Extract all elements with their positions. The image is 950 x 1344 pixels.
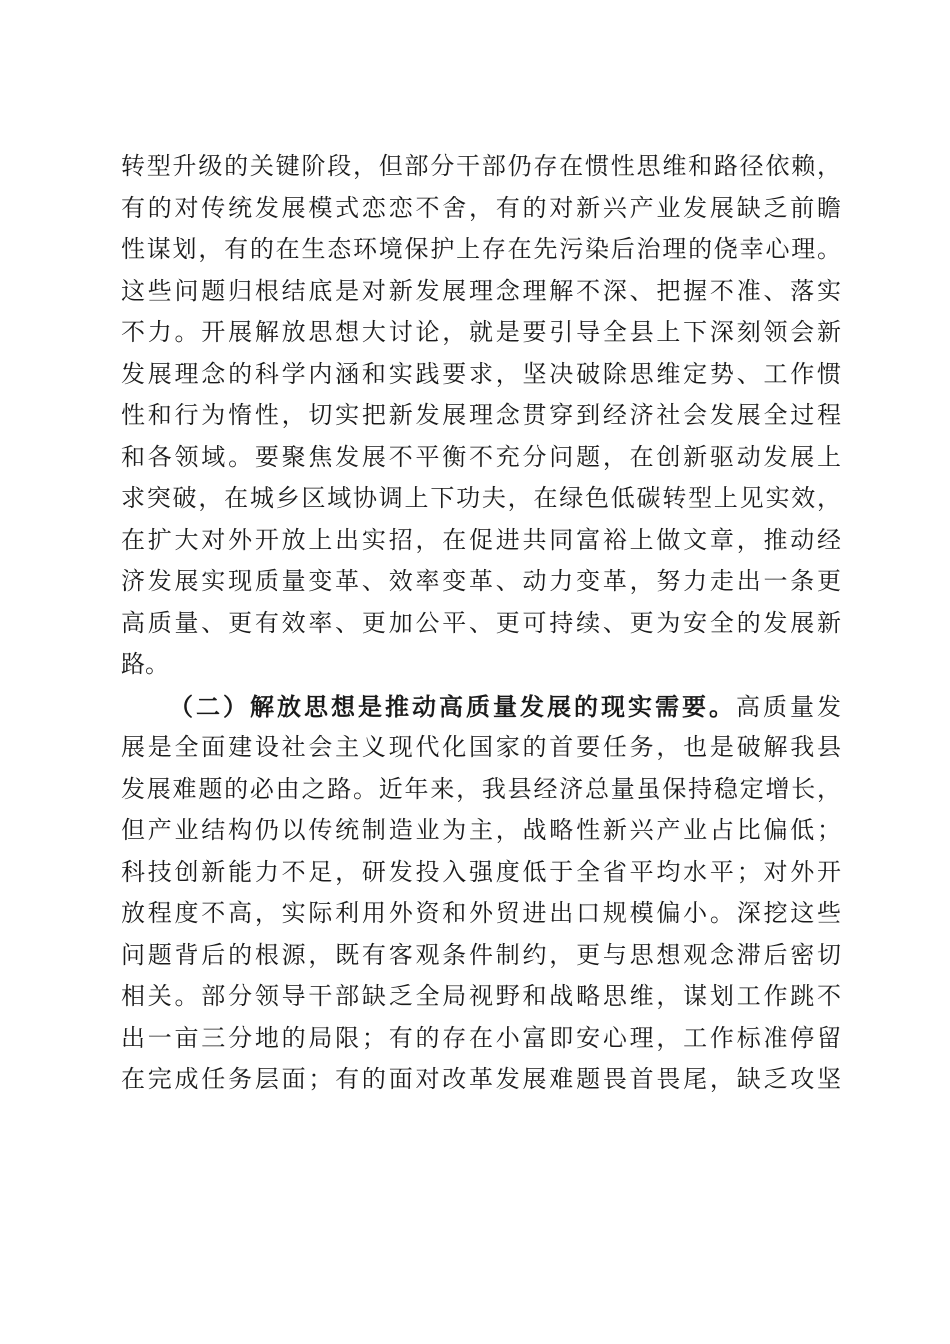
text-line: 科技创新能力不足，研发投入强度低于全省平均水平；对外开 — [121, 857, 841, 886]
text-line: 在扩大对外开放上出实招，在促进共同富裕上做文章，推动经 — [121, 525, 841, 554]
text-line: 求突破，在城乡区域协调上下功夫，在绿色低碳转型上见实效， — [121, 484, 841, 512]
text-line: 发展理念的科学内涵和实践要求，坚决破除思维定势、工作惯 — [121, 359, 841, 388]
paragraph-1 — [121, 146, 841, 686]
text-line: 高质量、更有效率、更加公平、更可持续、更为安全的发展新 — [121, 608, 841, 637]
text-line: 相关。部分领导干部缺乏全局视野和战略思维，谋划工作跳不 — [121, 982, 841, 1010]
text-line: 有的对传统发展模式恋恋不舍，有的对新兴产业发展缺乏前瞻 — [121, 193, 841, 222]
text-line: 性和行为惰性，切实把新发展理念贯穿到经济社会发展全过程 — [121, 401, 841, 429]
text-line: 发展难题的必由之路。近年来，我县经济总量虽保持稳定增长， — [121, 774, 841, 803]
body-text — [121, 146, 841, 1101]
text-line: 但产业结构仍以传统制造业为主，战略性新兴产业占比偏低； — [121, 816, 841, 844]
text-line: 济发展实现质量变革、效率变革、动力变革，努力走出一条更 — [121, 567, 841, 595]
text-line: 路。 — [121, 650, 169, 678]
section-heading: （二）解放思想是推动高质量发展的现实需要。 — [169, 691, 736, 721]
text-line: 问题背后的根源，既有客观条件制约，更与思想观念滞后密切 — [121, 940, 841, 969]
text-fragment: 高质量发 — [736, 692, 841, 721]
text-line: 和各领域。要聚焦发展不平衡不充分问题，在创新驱动发展上 — [121, 442, 841, 471]
text-line: 在完成任务层面；有的面对改革发展难题畏首畏尾，缺乏攻坚 — [121, 1065, 841, 1093]
text-line: 出一亩三分地的局限；有的存在小富即安心理，工作标准停留 — [121, 1023, 841, 1052]
text-line: 不力。开展解放思想大讨论，就是要引导全县上下深刻领会新 — [121, 318, 841, 346]
text-line: 这些问题归根结底是对新发展理念理解不深、把握不准、落实 — [121, 276, 841, 305]
paragraph-2 — [121, 686, 841, 1101]
text-line: 性谋划，有的在生态环境保护上存在先污染后治理的侥幸心理。 — [121, 235, 841, 263]
text-line: 放程度不高，实际利用外资和外贸进出口规模偏小。深挖这些 — [121, 899, 841, 927]
text-line: 展是全面建设社会主义现代化国家的首要任务，也是破解我县 — [121, 733, 841, 761]
section-heading-line — [121, 686, 841, 728]
text-line: 转型升级的关键阶段，但部分干部仍存在惯性思维和路径依赖， — [121, 152, 841, 180]
